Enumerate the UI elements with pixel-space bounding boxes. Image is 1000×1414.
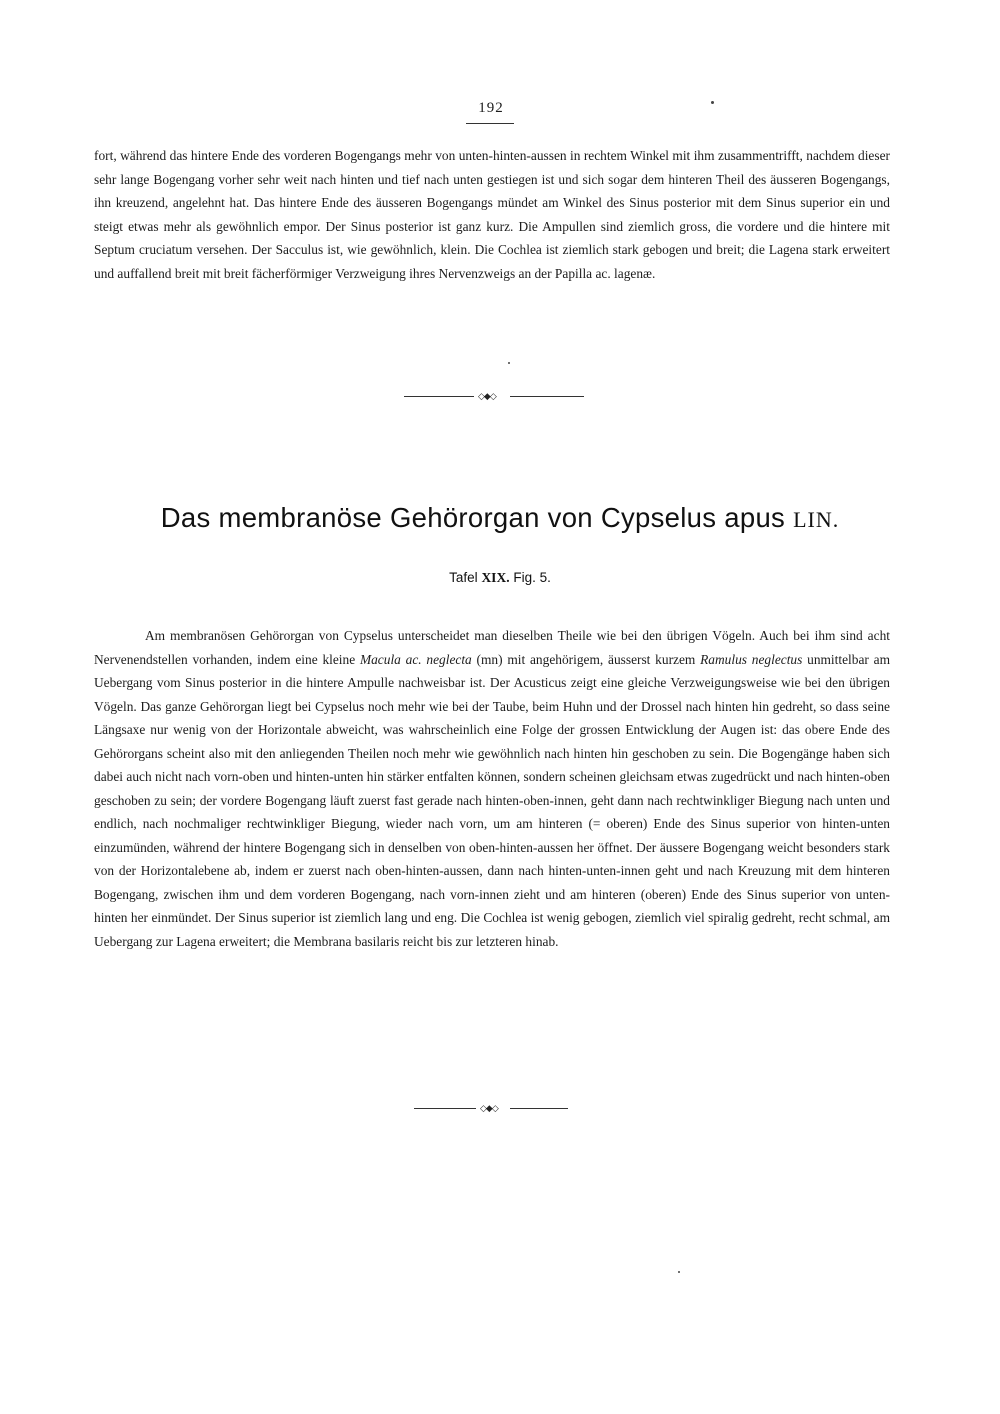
ornamental-divider <box>404 391 584 403</box>
continuation-paragraph: fort, während das hintere Ende des vorderen Bogengangs mehr von unten-hinten-aussen in rechtem Winkel mit ihm zusammentrifft, nachdem dieser sehr lange Bogengang vorher sehr weit nach hinten und tief nach unten gestiegen ist und sich sogar dem hinteren Theil des äusseren Bogengangs, ihn kreuzend, angelehnt hat. Das hintere Ende des äusseren Bogengangs mündet am Winkel des Sinus posterior mit dem Sinus superior ein und steigt etwas mehr als gewöhnlich empor. Der Sinus posterior ist ganz kurz. Die Ampullen sind ziemlich gross, die vordere und die hintere mit Septum cruciatum versehen. Der Sacculus ist, wie gewöhnlich, klein. Die Cochlea ist ziemlich stark gebogen und breit; die Lagena stark erweitert und auffallend breit mit breit fächerförmiger Verzweigung ihres Nervenzweigs an der Papilla ac. lagenæ. <box>94 148 890 281</box>
divider-ornament-icon: ◇◆◇ <box>478 392 496 402</box>
body-text-part-1: Am membranösen Gehörorgan von Cypselus unterscheidet man dieselben Theile wie bei den übrigen Vögeln. Auch bei ihm sind acht Nervenendstellen vorhanden, indem eine kleine <box>94 628 890 667</box>
section-title-main: Das membranöse Gehörorgan von Cypselus apus <box>160 502 786 533</box>
page-number-rule <box>466 123 514 124</box>
plate-label: Tafel <box>449 570 478 585</box>
term-ramulus-neglectus: Ramulus neglectus <box>700 651 803 667</box>
body-text-part-3: unmittelbar am Uebergang vom Sinus posterior in die hintere Ampulle nachweisbar ist. Der Acusticus zeigt eine gleiche Verzweigungsweise wie bei den übrigen Vögeln. Das ganze Gehörorgan liegt bei Cypselus noch mehr wie bei der Taube, beim Huhn und der Drossel nach hinten hin gedreht, so dass seine Längsaxe nur wenig von der Horizontale abweicht, was wahrscheinlich eine Folge der grossen Entwicklung der Augen ist: das obere Ende des Gehörorgans scheint also mit den anliegenden Theilen noch mehr wie gewöhnlich nach hinten hin geschoben zu sein. Die Bogengänge haben sich dabei auch nicht nach vorn-oben und hinten-unten hin stärker entfalten können, sondern scheinen gleichsam etwas zugedrückt und nach hinten-oben geschoben zu sein; der vordere Bogengang läuft zuerst fast gerade nach hinten-oben-innen, geht dann nach rechtwinkliger Biegung nach unten und endlich, nach nochmaliger rechtwinkliger Biegung, wieder nach vorn, um am hinteren (= oberen) Ende des Sinus superior von hinten-unten einzumünden, während der hintere Bogengang sich in denselben von oben-hinten-aussen her öffnet. Der äussere Bogengang weicht besonders stark von der Horizontalebene ab, indem er zuerst nach oben-hinten-aussen, dann nach hinten-unten-innen geht und nach Kreuzung mit dem hinteren Bogengang, zwischen ihm und dem vorderen Bogengang, nach vorn-innen zieht und am hinteren (oberen) Ende des Sinus superior von unten-hinten her einmündet. Der Sinus superior ist ziemlich lang und eng. Die Cochlea ist wenig gebogen, ziemlich viel spiralig gedreht, recht schmal, am Uebergang zur Lagena erweitert; die Membrana basilaris reicht bis zur letzteren hinab. <box>94 651 890 949</box>
plate-reference <box>0 570 1000 586</box>
body-text-part-2: (mn) mit angehörigem, äusserst kurzem <box>471 651 701 667</box>
section-title <box>0 502 1000 534</box>
divider-line-right <box>510 1108 568 1109</box>
scan-speck <box>678 1271 680 1273</box>
term-macula-neglecta: Macula ac. neglecta <box>359 651 472 667</box>
divider-ornament-icon: ◇◆◇ <box>480 1104 498 1114</box>
divider-line-right <box>510 396 584 397</box>
ornamental-divider <box>414 1103 568 1115</box>
scan-speck <box>508 362 510 364</box>
figure-reference: Fig. 5. <box>513 570 551 585</box>
scan-speck <box>711 101 714 104</box>
section-title-author: LIN. <box>793 507 840 532</box>
body-paragraph <box>94 624 890 953</box>
divider-line-left <box>404 396 474 397</box>
page-number: 192 <box>478 100 504 116</box>
plate-number: XIX. <box>481 570 510 585</box>
divider-line-left <box>414 1108 476 1109</box>
